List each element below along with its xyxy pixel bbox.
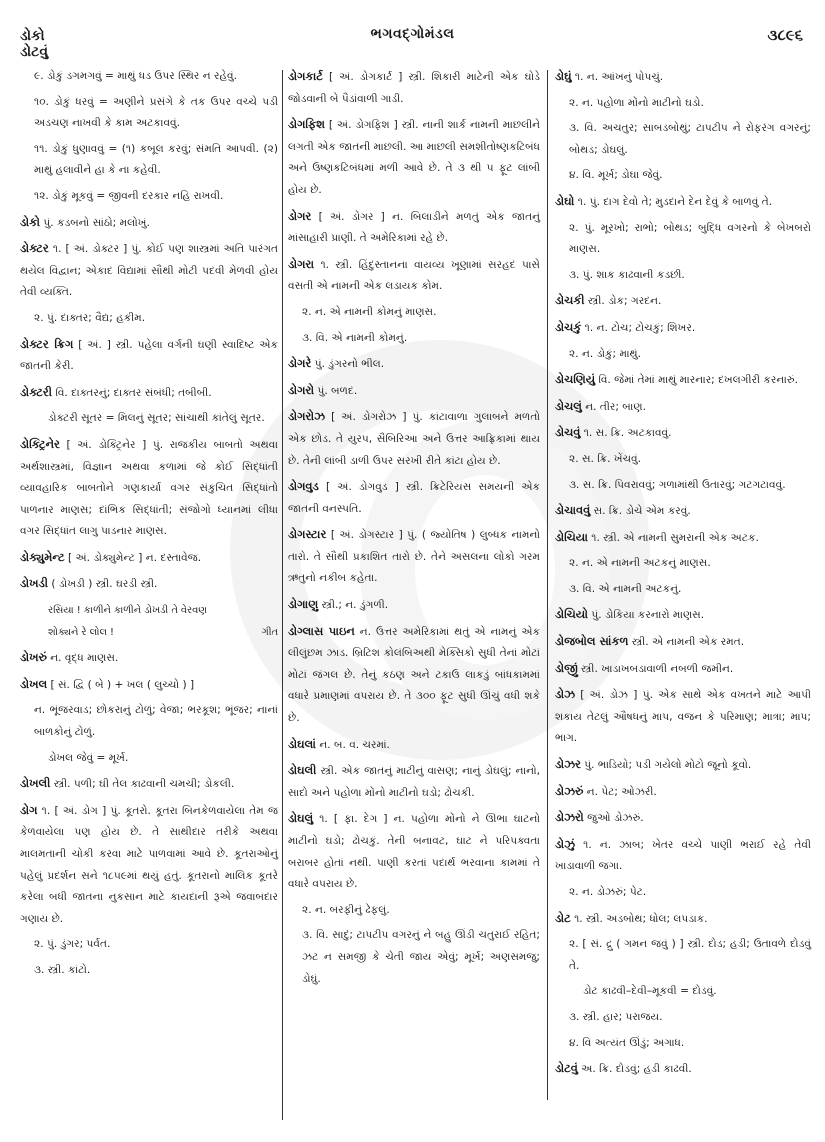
sense-definition: ૨. ન. બરફીનું ઢેફલું. xyxy=(302,903,390,916)
headword: ડોટ xyxy=(555,910,571,925)
definition: ૧. [ ફા. દેગ ] ન. પહોળા મોંનો ને ઊભા ઘાટનો માટીનો ઘડો; ઢોચકું. તેની બનાવટ, ઘાટ ને પરિપક્વતા બરાબર હોતાં નથી. પાણી કરતાં પદાર્થ ભરવાના કામમાં તે વધારે વપરાય છે. xyxy=(288,813,540,891)
definition: [ અં. ડોઝ ] પું. એક સાથે એક વખતને માટે આપી શકાય તેટલું ઔષધનું માપ, વજન કે પરિમાણ; માત્રા; માપ; ભાગ. xyxy=(555,689,811,745)
dictionary-entry xyxy=(288,734,540,757)
definition: પું. બળદ. xyxy=(317,384,358,397)
headword: ડોચિયો xyxy=(555,607,588,622)
definition: ન. બ. વ. ચરમાં. xyxy=(319,738,390,751)
definition: ૧. [ અં. ડોક્ટર ] પું. કોઈ પણ શાસ્ત્રમાં અતિ પારંગત થયેલ વિદ્વાન; એકાદ વિદ્યામાં સૌથી મોટી પદવી મેળવી હોય તેવી વ્યક્તિ. xyxy=(20,243,278,299)
definition: ૧. સ્ત્રી. અડબોથ; ધોલ; લપડાક. xyxy=(574,912,708,925)
dictionary-entry xyxy=(288,594,540,617)
dictionary-entry xyxy=(288,66,540,110)
dictionary-entry xyxy=(555,754,811,777)
column-3 xyxy=(555,66,811,1085)
definition: પું. ડોકિયા કરનારો માણસ. xyxy=(591,609,705,622)
guide-word-last: ડોટવું xyxy=(20,44,49,60)
definition: [ અં. ડોક્યુમેન્ટ ] ન. દસ્તાવેજ. xyxy=(68,551,202,564)
headword: ડોગ xyxy=(20,802,38,817)
sense-definition: ૪. વિ અત્યંત ઊંડું; અગાધ. xyxy=(569,1036,685,1049)
sense-definition: ૧૨. ડોકું મૂકવું = જીવની દરકાર નહિ રાખવી. xyxy=(34,189,224,202)
definition: ૧. સ્ત્રી. એ નામની સુમરાની એક અટક. xyxy=(591,531,759,544)
definition: [ અં. ડોગફિશ ] સ્ત્રી. નાની શાર્ક નામની માછલીને લગતી એક જાતની માછલી. આ માછલી સમશીતોષ્ણકટિબંધ અને ઉષ્ણકટિબંધમાં મળી આવે છે. તે ૩ થી ૫ ફૂટ લાંબી હોય છે. xyxy=(288,119,540,196)
definition: ૧. સ્ત્રી. હિંદુસ્તાનના વાયવ્ય ખૂણામાં સરહદ પાસે વસતી એ નામની એક લડાયક કોમ. xyxy=(288,258,540,293)
running-title: ભગવદ્ગોમંડલ xyxy=(370,26,455,42)
column-2 xyxy=(288,66,540,994)
headword: ડોજીું xyxy=(555,660,578,675)
dictionary-entry xyxy=(555,1058,811,1081)
definition: ન. ઉત્તર અમેરિકામાં થતું એ નામનું એક લીલુંછમ ઝાડ. બ્રિટિશ કોલંબિઅથી મેક્સિકો સુધી તેનાં મોટાં મોટાં જંગલ છે. તેનું કઠણ અને ટકાઉ લાકડું બાંધકામમાં વધારે પ્રમાણમાં વપરાય છે. તે ૩૦૦ ફૂટ સુધી ઊંચું વધી શકે છે. xyxy=(288,625,540,725)
column-1 xyxy=(20,66,278,986)
headword: ડોક્ટર ક્રિગ xyxy=(20,336,74,351)
dictionary-entry xyxy=(555,684,811,750)
dictionary-entry xyxy=(288,524,540,590)
dictionary-entry xyxy=(555,191,811,214)
definition: [ અં. ડોગસ્ટાર ] પું. ( જ્યોતિષ ) લુબ્ધક નામનો તારો. તે સૌથી પ્રકાશિત તારો છે. તેને અસલના લોકો ગરમ ઋતુનો નકીબ કહેતા. xyxy=(288,529,540,585)
sense-definition: ૨. પું. મૂરખો; રાભો; બોથડ; બુદ્ધિ વગરનો કે બેખબરો માણસ. xyxy=(569,221,811,256)
headword: ડોખરું xyxy=(20,650,47,665)
headword: ડોક્ટરી xyxy=(20,384,53,399)
dictionary-entry xyxy=(555,908,811,931)
definition: જુઓ ડોઝરું. xyxy=(587,812,644,825)
dictionary-entry xyxy=(555,290,811,313)
sense-definition: ૩. સ્ત્રી. હાર; પરાજય. xyxy=(569,1010,663,1023)
quotation-block xyxy=(20,600,278,643)
dictionary-entry xyxy=(288,760,540,804)
dictionary-entry xyxy=(555,500,811,523)
headword: ડોચકી xyxy=(555,293,585,308)
headword: ડોગરા xyxy=(288,256,315,271)
quotation-line xyxy=(20,622,278,644)
column-divider xyxy=(282,70,283,1120)
sense-definition: ૩. વિ. અચતુર; સાબડબોથું; ટાપટીપ ને રોફરંગ વગરનું; બોથડ; ડોઘલું. xyxy=(569,122,811,156)
definition: સ્ત્રી. એ નામની એક રમત. xyxy=(631,636,745,649)
headword: ડોઝર xyxy=(555,757,581,772)
sense-definition: ૨. ન. એ નામની અટકનું માણસ. xyxy=(569,557,711,570)
definition: પું. ડુંગરનો ભીલ. xyxy=(314,358,385,371)
sense-definition: ન. ભૂંજરવાડ; છોકરાનું ટોળું; વેજા; ભરકૂશ; ભૂંજર; નાનાં બાળકોનું ટોળું. xyxy=(34,704,278,739)
headword: ડોઝું xyxy=(555,836,575,851)
dictionary-entry xyxy=(288,114,540,201)
definition: ૧. ન. આંખનું પોપચું. xyxy=(574,71,664,83)
dictionary-entry xyxy=(20,547,278,570)
definition: સ્ત્રી.; ન. ડુંગળી. xyxy=(321,599,389,612)
dictionary-entry xyxy=(20,773,278,796)
dictionary-entry xyxy=(288,380,540,403)
definition: સ્ત્રી. ડોક; ગરદન. xyxy=(587,295,662,308)
definition: [ અં. ડોગકાર્ટ ] સ્ત્રી. શિકારી માટેની એક ઘોડે જોડવાની બે પૈડાંવાળી ગાડી. xyxy=(288,71,540,105)
headword: ડોઘલું xyxy=(288,811,314,826)
sense-definition: ૩. વિ. સાદું; ટાપટીપ વગરનું ને બહુ ઊંડી ચતુરાઈ રહિત; ઝટ ન સમજી કે ચેતી જાય એવું; મૂર્ખ; અણસમજુ; ડોઘું. xyxy=(302,929,540,985)
headword: ડોગફિશ xyxy=(288,117,325,132)
headword: ડોગવુડ xyxy=(288,479,319,494)
headword: ડોચાવવું xyxy=(555,503,591,518)
dictionary-entry xyxy=(555,422,811,445)
sense-definition: ૨. ન. ડોઝરું; પેટ. xyxy=(569,886,647,898)
dictionary-entry xyxy=(288,406,540,472)
column-divider xyxy=(547,70,548,1100)
quotation-line: રસિયા ! કાળીને કાળીને ડોખડી તે વેરવણ xyxy=(48,605,207,617)
definition: ૧. પું. દાગ દેવો તે; મુડદાને દેન દેવું કે બાળવું તે. xyxy=(577,195,773,208)
sense-definition: ૨. પું. ડુંગર; પર્વત. xyxy=(34,938,111,951)
headword: ડોઘલાં xyxy=(288,736,316,751)
sense-definition: ૯. ડોકું ડગમગવું = માથું ધડ ઉપર સ્થિર ન રહેવું. xyxy=(34,70,237,82)
sense-definition: ૧૦. ડોકું ધરવું = અણીને પ્રસંગે કે તક ઉપર વચ્ચે પડી અડચણ નાખવી કે કામ અટકાવવું. xyxy=(34,95,278,130)
dictionary-entry xyxy=(20,434,278,543)
headword: ડોખલ xyxy=(20,676,48,691)
idiom-definition: ડોટ કાઢવી–દેવી–મૂકવી = દોડવું. xyxy=(583,985,717,998)
dictionary-entry xyxy=(288,206,540,250)
dictionary-entry xyxy=(20,647,278,670)
page-header xyxy=(0,0,825,64)
headword: ડોખલી xyxy=(20,776,51,791)
dictionary-entry xyxy=(288,808,540,895)
headword: ડોચિયા xyxy=(555,529,588,544)
headword: ડોગાણુ xyxy=(288,597,319,612)
headword: ડોગકાર્ટ xyxy=(288,69,323,83)
sense-definition: ૩. સ. ક્રિ. પિવરાવવું; ગળામાંથી ઉતારવું; ગટગટાવવું. xyxy=(569,478,786,491)
definition: [ અં. ડોગરોઝ ] પું. કાંટાવાળા ગુલાબને મળતો એક છોડ. તે યુરપ, સૈબિરિઆ અને ઉત્તર આફ્રિકામાં થાય છે. તેની લાંબી ડાળી ઉપર સરખી રીતે કાંટા હોય છે. xyxy=(288,411,540,467)
sense-definition: ૨. સ. ક્રિ. ખેંચવું. xyxy=(569,452,642,465)
definition: અ. ક્રિ. દોડવું; હડી કાઢવી. xyxy=(581,1063,692,1076)
definition: ૧. સ. ક્રિ. અટકાવવું. xyxy=(583,427,672,440)
definition: ૧. ન. ઝાબ; ખેતર વચ્ચે પાણી ભરાઈ રહે તેવી ખાડાવાળી જગા. xyxy=(555,838,811,873)
definition: સ્ત્રી. એક જાતનું માટીનું વાસણ; નાનું ડોઘલું; નાનો, સાદો અને પહોળા મોંનો માટીનો ઘડો; ઢોચકી. xyxy=(288,765,540,799)
definition: [ અં. ડોગવુડ ] સ્ત્રી. ક્રિટેરિયસ સમયની એક જાતની વનસ્પતિ. xyxy=(288,481,540,515)
dictionary-entry xyxy=(555,807,811,830)
dictionary-entry xyxy=(555,834,811,878)
headword: ડોક્ટ્રિનેર xyxy=(20,436,60,451)
dictionary-entry xyxy=(555,631,811,654)
dictionary-entry xyxy=(555,317,811,340)
dictionary-entry xyxy=(20,212,278,235)
sense-definition: ૨. ન. પહોળા મોંનો માટીનો ઘડો. xyxy=(569,96,704,109)
sense-definition: ૩. પું. શાક કાઢવાની કડછી. xyxy=(569,268,685,281)
dictionary-entry xyxy=(555,396,811,419)
dictionary-entry xyxy=(288,476,540,520)
definition: સ્ત્રી. પળી; ઘી તેલ કાઢવાની ચમચી; ડોકલી. xyxy=(53,778,235,791)
dictionary-entry xyxy=(20,573,278,596)
definition: [ અં. ડોક્ટ્રિનેર ] પું. રાજકીય બાબતો અથવા અર્થશાસ્ત્રમાં, વિજ્ઞાન અથવા કળામાં જે કોઈ સિદ્ધાંતી વ્યાવહારિક બાબતોને ગણકાર્યા વગર સંકુચિત સિદ્ધાંતો પાળનાર માણસ; દાંભિક સિદ્ધાંતી; સંજોગો ધ્યાનમાં લીધા વગર સિદ્ધાંત લાગુ પાડનાર માણસ. xyxy=(20,438,278,538)
definition: ૧. [ અં. ડોગ ] પું. કૂતરો. કૂતરા બિનકેળવાયેલા તેમ જ કેળવાયેલા પણ હોય છે. તે સાથીદાર તરીકે અથવા માલમતાની ચોકી કરવા માટે પાળવામાં આવે છે. કૂતરાઓનું પહેલું પ્રદર્શન સને ૧૮૫૯માં થયું હતું. કૂતરાનો માલિક કૂતરે કરેલા બધી જાતના નુકસાન માટે કાયદાની રૂએ જવાબદાર ગણાય છે. xyxy=(20,804,278,925)
dictionary-entry xyxy=(555,66,811,89)
sense-definition: ૨. ન. ડોકું; માથું. xyxy=(569,347,642,360)
headword: ડોટવું xyxy=(555,1061,578,1076)
definition: ન. વૃદ્ધ માણસ. xyxy=(50,652,119,665)
dictionary-entry xyxy=(555,527,811,550)
definition: [ અં. ડોગર ] ન. બિલાડીને મળતું એક જાતનું માંસાહારી પ્રાણી. તે અમેરિકામાં રહે છે. xyxy=(288,210,541,245)
definition: પું. ભાડિયો; પડી ગયેલો મોટો જૂનો કૂવો. xyxy=(584,759,752,772)
sense-definition: ૨. ન. એ નામની કોમનું માણસ. xyxy=(302,305,437,318)
dictionary-entry xyxy=(288,621,540,730)
dictionary-entry xyxy=(288,353,540,376)
idiom-definition: ડોક્ટરી સૂતર = મિલનું સૂતર; સાંચાથી કાંતેલું સૂતર. xyxy=(48,412,265,425)
dictionary-entry xyxy=(20,334,278,378)
dictionary-entry xyxy=(555,658,811,681)
sense-definition: ૧૧. ડોકું ધુણાવવું = (૧) કબૂલ કરવું; સંમતિ આપવી. (૨) માથું હલાવીને હા કે ના કહેવી. xyxy=(34,142,278,177)
definition: [ સં. દ્વિ ( બે ) + ખલ ( લુચ્ચો ) ] xyxy=(50,678,195,691)
dictionary-entry xyxy=(555,781,811,804)
headword: ડોગરે xyxy=(288,356,312,371)
headword: ડોકો xyxy=(20,214,40,229)
definition: ન. પેટ; ઓઝરી. xyxy=(586,785,657,798)
headword: ડોચવું xyxy=(555,425,581,440)
sense-definition: ૪. વિ. મૂર્ખ; ડોઘા જેવું. xyxy=(569,169,663,182)
definition: સ્ત્રી. ખાડાખબડાવાળી નબળી જમીન. xyxy=(581,662,734,675)
definition: પું. કડબનો સાંઠો; મલોખું. xyxy=(43,216,150,229)
headword: ડોક્યુમેન્ટ xyxy=(20,549,65,564)
headword: ડોચણિયું xyxy=(555,372,596,387)
headword: ડોચકું xyxy=(555,319,582,334)
idiom-definition: ડોખલ જેવું = મૂર્ખ. xyxy=(48,751,129,764)
headword: ડોગસ્ટાર xyxy=(288,527,327,542)
quotation-text: શોક્યને રે લોલ ! xyxy=(48,626,114,638)
headword: ડોચલું xyxy=(555,398,582,413)
quotation-source: ગીત xyxy=(261,626,278,638)
definition: ન. તીર; બાણ. xyxy=(585,400,647,413)
dictionary-entry xyxy=(20,238,278,304)
page-number: ૩૮૯૬ xyxy=(767,26,803,44)
headword: ડોઝરું xyxy=(555,783,584,798)
sense-definition: ૩. વિ. એ નામની અટકનું. xyxy=(569,582,682,595)
headword: ડોઝ xyxy=(555,687,575,702)
definition: [ અં. ] સ્ત્રી. પહેલા વર્ગની ઘણી સ્વાદિષ્ટ એક જાતની કેરી. xyxy=(20,338,278,373)
headword: ડોગરોઝ xyxy=(288,409,326,424)
definition: ( ડોખડી ) સ્ત્રી. ઘરડી સ્ત્રી. xyxy=(51,578,158,591)
headword: ડોજબોલ સાંકળ xyxy=(555,634,629,649)
dictionary-entry xyxy=(555,369,811,392)
dictionary-entry xyxy=(20,800,278,931)
dictionary-entry xyxy=(20,382,278,405)
headword: ડોખડી xyxy=(20,576,48,591)
definition: સ. ક્રિ. ડોચે એમ કરવું. xyxy=(593,505,691,518)
sense-definition: ૨. પું. દાક્તર; વૈદ્ય; હકીમ. xyxy=(34,311,146,324)
definition: વિ. જેમાં તેમાં માથું મારનાર; દખલગીરી કરનારું. xyxy=(598,374,798,387)
headword: ડોઘું xyxy=(555,69,572,83)
headword: ડોઘો xyxy=(555,193,575,208)
guide-word-first: ડોકો xyxy=(20,28,45,44)
dictionary-entry xyxy=(20,674,278,697)
dictionary-entry xyxy=(288,254,540,298)
definition: વિ. દાક્તરનું; દાક્તર સંબંધી; તબીબી. xyxy=(55,386,212,399)
definition: ૧. ન. ટોચ; ટોચકું; શિખર. xyxy=(584,321,696,334)
dictionary-entry xyxy=(555,604,811,627)
sense-definition: ૩. વિ. એ નામની કોમનું. xyxy=(302,331,408,344)
headword: ડોગર xyxy=(288,208,312,223)
headword: ડોગ્લાસ પાઇન xyxy=(288,623,355,638)
headword: ડોક્ટર xyxy=(20,241,49,256)
headword: ડોઘલી xyxy=(288,763,317,778)
headword: ડોગરો xyxy=(288,382,315,397)
headword: ડોઝરો xyxy=(555,810,584,825)
sense-definition: ૩. સ્ત્રી. કાંટો. xyxy=(34,963,91,976)
sense-definition: ૨. [ સં. દ્રુ ( ગમન જવું ) ] સ્ત્રી. દોડ; હડી; ઉતાવળે દોડવું તે. xyxy=(569,938,811,972)
